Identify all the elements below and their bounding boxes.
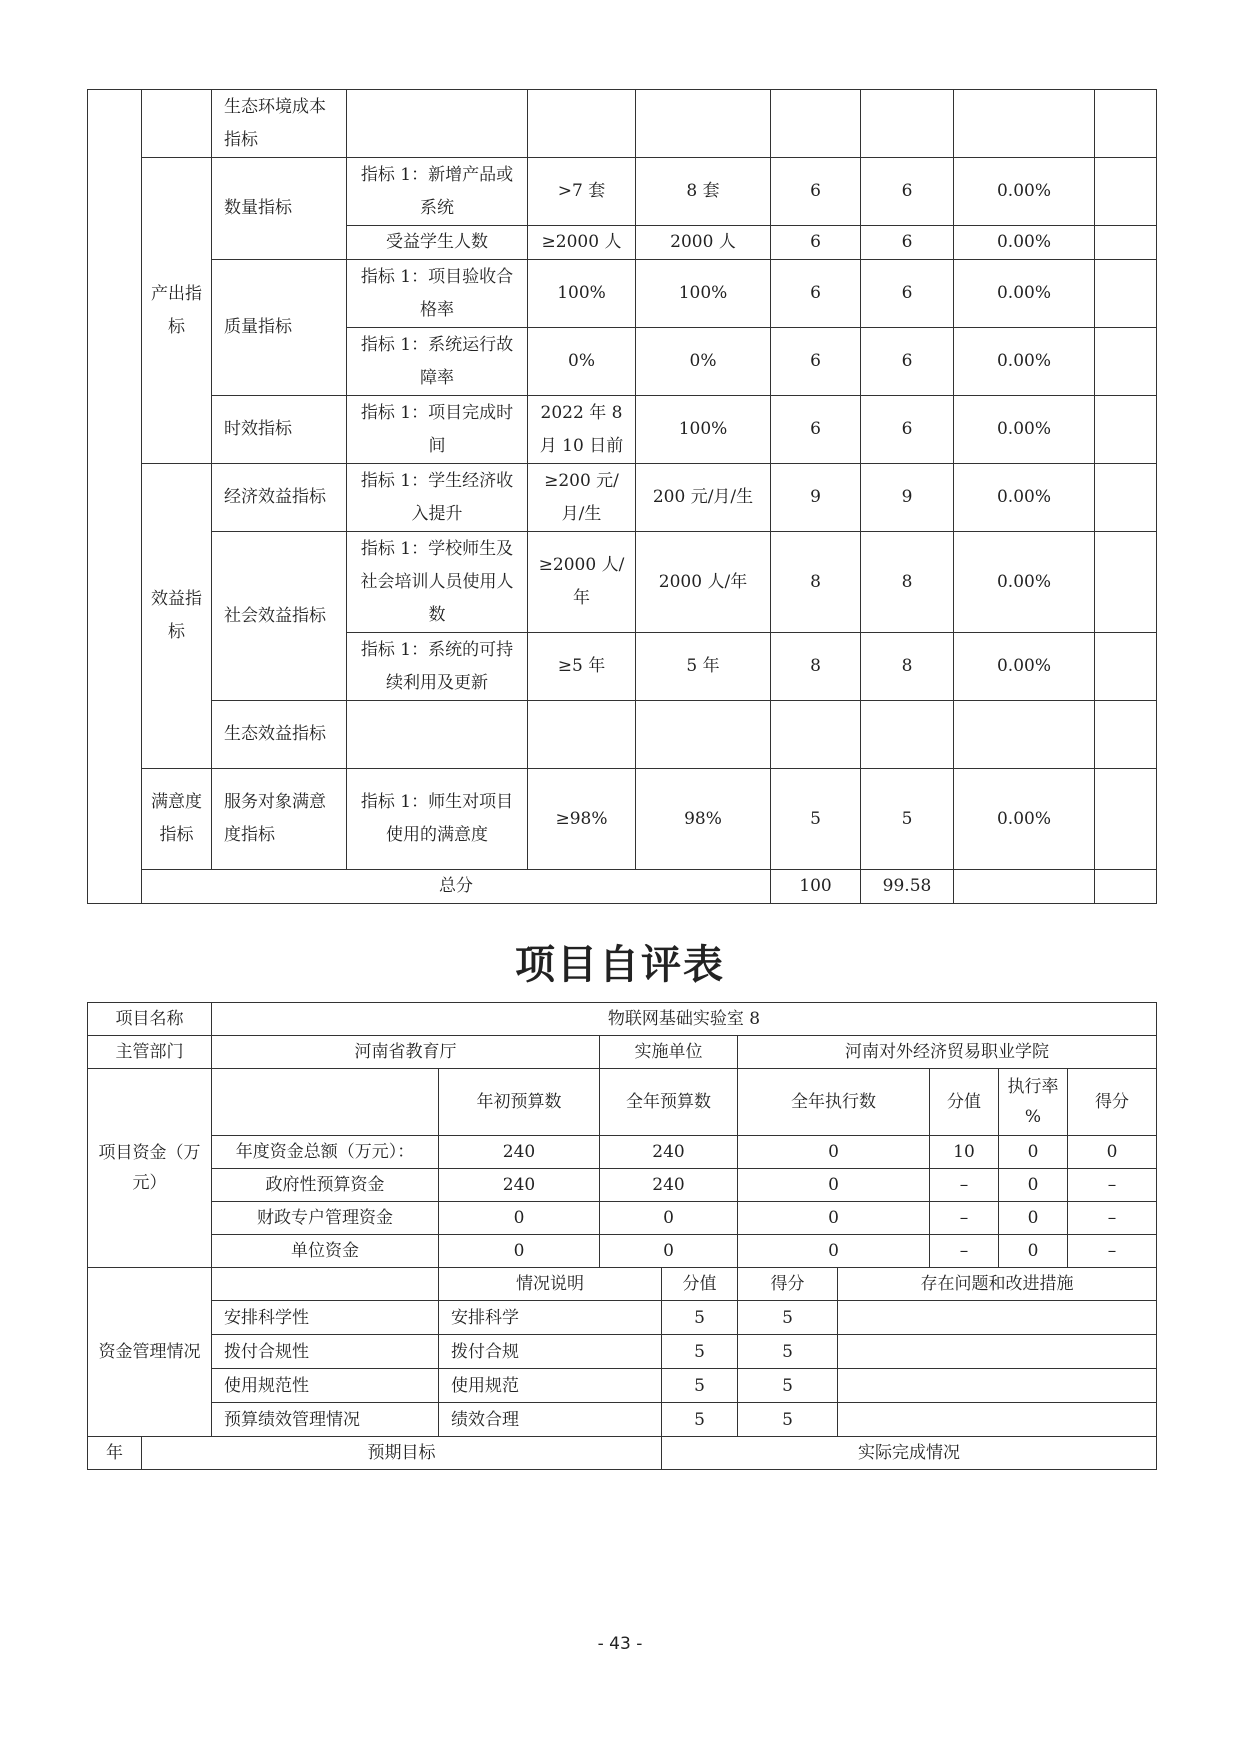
performance-indicator-table bbox=[87, 89, 1157, 904]
actual-cell: 2000 人 bbox=[636, 226, 771, 260]
weight-cell: 6 bbox=[771, 328, 861, 396]
indicator-cell: 指标 1：师生对项目使用的满意度 bbox=[347, 769, 528, 870]
weight-cell: 6 bbox=[771, 396, 861, 464]
funds-cell: 0 bbox=[738, 1136, 930, 1169]
actual-cell: 200 元/月/生 bbox=[636, 464, 771, 532]
funds-label: 项目资金（万元） bbox=[88, 1069, 212, 1268]
self-evaluation-table bbox=[87, 1002, 1157, 1470]
service-label: 服务对象满意度指标 bbox=[212, 769, 347, 870]
score-cell: 6 bbox=[861, 260, 954, 328]
mgmt-item: 预算绩效管理情况 bbox=[212, 1403, 439, 1437]
actual-cell: 8 套 bbox=[636, 158, 771, 226]
project-name-value: 物联网基础实验室 8 bbox=[212, 1003, 1157, 1036]
mgmt-weight: 5 bbox=[662, 1301, 738, 1335]
funds-cell: 0 bbox=[999, 1136, 1068, 1169]
funds-row-label: 年度资金总额（万元）： bbox=[212, 1136, 439, 1169]
mgmt-weight: 5 bbox=[662, 1369, 738, 1403]
indicator-cell: 受益学生人数 bbox=[347, 226, 528, 260]
mgmt-issue bbox=[838, 1301, 1157, 1335]
funds-cell: 240 bbox=[600, 1169, 738, 1202]
total-weight: 100 bbox=[771, 870, 861, 904]
target-cell: 2022 年 8 月 10 日前 bbox=[528, 396, 636, 464]
weight-cell: 9 bbox=[771, 464, 861, 532]
funds-cell: 0 bbox=[738, 1235, 930, 1268]
deviation-cell: 0.00% bbox=[954, 226, 1095, 260]
mgmt-score: 5 bbox=[738, 1301, 838, 1335]
funds-cell: 240 bbox=[439, 1169, 600, 1202]
outer-left-column bbox=[88, 90, 142, 904]
funds-cell: – bbox=[930, 1169, 999, 1202]
mgmt-weight: 5 bbox=[662, 1335, 738, 1369]
indicator-cell: 指标 1：项目完成时间 bbox=[347, 396, 528, 464]
funds-cell: – bbox=[930, 1235, 999, 1268]
score-cell: 9 bbox=[861, 464, 954, 532]
target-cell: ≥2000 人 bbox=[528, 226, 636, 260]
quantity-label: 数量指标 bbox=[212, 158, 347, 260]
mgmt-desc: 绩效合理 bbox=[439, 1403, 662, 1437]
deviation-cell: 0.00% bbox=[954, 532, 1095, 633]
mgmt-score: 5 bbox=[738, 1369, 838, 1403]
deviation-cell: 0.00% bbox=[954, 260, 1095, 328]
unit-label: 实施单位 bbox=[600, 1036, 738, 1069]
indicator-cell: 指标 1：学校师生及社会培训人员使用人数 bbox=[347, 532, 528, 633]
funds-row-label: 单位资金 bbox=[212, 1235, 439, 1268]
weight-cell: 6 bbox=[771, 158, 861, 226]
funds-cell: – bbox=[1068, 1235, 1157, 1268]
deviation-cell: 0.00% bbox=[954, 158, 1095, 226]
mgmt-issue bbox=[838, 1335, 1157, 1369]
weight-cell: 6 bbox=[771, 226, 861, 260]
total-score: 99.58 bbox=[861, 870, 954, 904]
funds-header: 全年执行数 bbox=[738, 1069, 930, 1136]
funds-cell: – bbox=[1068, 1202, 1157, 1235]
mgmt-item: 拨付合规性 bbox=[212, 1335, 439, 1369]
funds-cell: 240 bbox=[439, 1136, 600, 1169]
funds-cell: 0 bbox=[999, 1235, 1068, 1268]
target-cell: >7 套 bbox=[528, 158, 636, 226]
timeliness-label: 时效指标 bbox=[212, 396, 347, 464]
dept-value: 河南省教育厅 bbox=[212, 1036, 600, 1069]
eco-cost-label: 生态环境成本指标 bbox=[212, 90, 347, 158]
score-cell: 8 bbox=[861, 532, 954, 633]
funds-cell: 0 bbox=[738, 1169, 930, 1202]
funds-cell: 0 bbox=[439, 1202, 600, 1235]
target-cell: 0% bbox=[528, 328, 636, 396]
funds-cell: 0 bbox=[1068, 1136, 1157, 1169]
satisfaction-group-label: 满意度指标 bbox=[142, 769, 212, 870]
page-number: - 43 - bbox=[597, 1634, 643, 1654]
score-cell: 8 bbox=[861, 633, 954, 701]
target-cell: ≥200 元/月/生 bbox=[528, 464, 636, 532]
funds-cell: – bbox=[1068, 1169, 1157, 1202]
actual-cell: 100% bbox=[636, 260, 771, 328]
economic-label: 经济效益指标 bbox=[212, 464, 347, 532]
deviation-cell: 0.00% bbox=[954, 464, 1095, 532]
target-cell: ≥2000 人/年 bbox=[528, 532, 636, 633]
weight-cell: 5 bbox=[771, 769, 861, 870]
weight-cell: 8 bbox=[771, 633, 861, 701]
indicator-cell: 指标 1：系统运行故障率 bbox=[347, 328, 528, 396]
funds-cell: 0 bbox=[999, 1169, 1068, 1202]
score-cell: 6 bbox=[861, 226, 954, 260]
mgmt-weight: 5 bbox=[662, 1403, 738, 1437]
funds-row-label: 政府性预算资金 bbox=[212, 1169, 439, 1202]
mgmt-desc: 拨付合规 bbox=[439, 1335, 662, 1369]
deviation-cell: 0.00% bbox=[954, 328, 1095, 396]
score-cell: 6 bbox=[861, 396, 954, 464]
mgmt-score: 5 bbox=[738, 1335, 838, 1369]
mgmt-header: 存在问题和改进措施 bbox=[838, 1268, 1157, 1301]
mgmt-header: 分值 bbox=[662, 1268, 738, 1301]
benefit-group-label: 效益指标 bbox=[142, 464, 212, 769]
funds-cell: 10 bbox=[930, 1136, 999, 1169]
target-cell: ≥5 年 bbox=[528, 633, 636, 701]
funds-cell: 240 bbox=[600, 1136, 738, 1169]
funds-header: 得分 bbox=[1068, 1069, 1157, 1136]
score-cell: 6 bbox=[861, 158, 954, 226]
eco-benefit-label: 生态效益指标 bbox=[212, 701, 347, 769]
mgmt-item: 安排科学性 bbox=[212, 1301, 439, 1335]
total-label: 总分 bbox=[142, 870, 771, 904]
deviation-cell: 0.00% bbox=[954, 769, 1095, 870]
mgmt-score: 5 bbox=[738, 1403, 838, 1437]
quality-label: 质量指标 bbox=[212, 260, 347, 396]
score-cell: 5 bbox=[861, 769, 954, 870]
actual-cell: 2000 人/年 bbox=[636, 532, 771, 633]
target-cell: 100% bbox=[528, 260, 636, 328]
project-name-label: 项目名称 bbox=[88, 1003, 212, 1036]
funds-cell: 0 bbox=[600, 1235, 738, 1268]
mgmt-issue bbox=[838, 1369, 1157, 1403]
weight-cell: 6 bbox=[771, 260, 861, 328]
page-title: 项目自评表 bbox=[515, 942, 725, 988]
expected-goal-label: 预期目标 bbox=[142, 1437, 662, 1470]
mgmt-label: 资金管理情况 bbox=[88, 1268, 212, 1437]
mgmt-desc: 安排科学 bbox=[439, 1301, 662, 1335]
target-cell: ≥98% bbox=[528, 769, 636, 870]
funds-cell: 0 bbox=[600, 1202, 738, 1235]
year-label: 年 bbox=[88, 1437, 142, 1470]
unit-value: 河南对外经济贸易职业学院 bbox=[738, 1036, 1157, 1069]
score-cell: 6 bbox=[861, 328, 954, 396]
actual-cell: 0% bbox=[636, 328, 771, 396]
actual-completion-label: 实际完成情况 bbox=[662, 1437, 1157, 1470]
indicator-cell: 指标 1：新增产品或系统 bbox=[347, 158, 528, 226]
funds-header: 全年预算数 bbox=[600, 1069, 738, 1136]
mgmt-item: 使用规范性 bbox=[212, 1369, 439, 1403]
mgmt-header: 得分 bbox=[738, 1268, 838, 1301]
indicator-cell: 指标 1：学生经济收入提升 bbox=[347, 464, 528, 532]
dept-label: 主管部门 bbox=[88, 1036, 212, 1069]
funds-cell: – bbox=[930, 1202, 999, 1235]
deviation-cell: 0.00% bbox=[954, 396, 1095, 464]
mgmt-desc: 使用规范 bbox=[439, 1369, 662, 1403]
funds-cell: 0 bbox=[738, 1202, 930, 1235]
actual-cell: 98% bbox=[636, 769, 771, 870]
funds-cell: 0 bbox=[999, 1202, 1068, 1235]
actual-cell: 5 年 bbox=[636, 633, 771, 701]
funds-header: 年初预算数 bbox=[439, 1069, 600, 1136]
indicator-cell: 指标 1：系统的可持续利用及更新 bbox=[347, 633, 528, 701]
funds-header: 执行率 % bbox=[999, 1069, 1068, 1136]
mgmt-header: 情况说明 bbox=[439, 1268, 662, 1301]
deviation-cell: 0.00% bbox=[954, 633, 1095, 701]
social-label: 社会效益指标 bbox=[212, 532, 347, 701]
indicator-cell: 指标 1：项目验收合格率 bbox=[347, 260, 528, 328]
funds-cell: 0 bbox=[439, 1235, 600, 1268]
weight-cell: 8 bbox=[771, 532, 861, 633]
actual-cell: 100% bbox=[636, 396, 771, 464]
funds-header: 分值 bbox=[930, 1069, 999, 1136]
funds-row-label: 财政专户管理资金 bbox=[212, 1202, 439, 1235]
output-group-label: 产出指标 bbox=[142, 158, 212, 464]
mgmt-issue bbox=[838, 1403, 1157, 1437]
